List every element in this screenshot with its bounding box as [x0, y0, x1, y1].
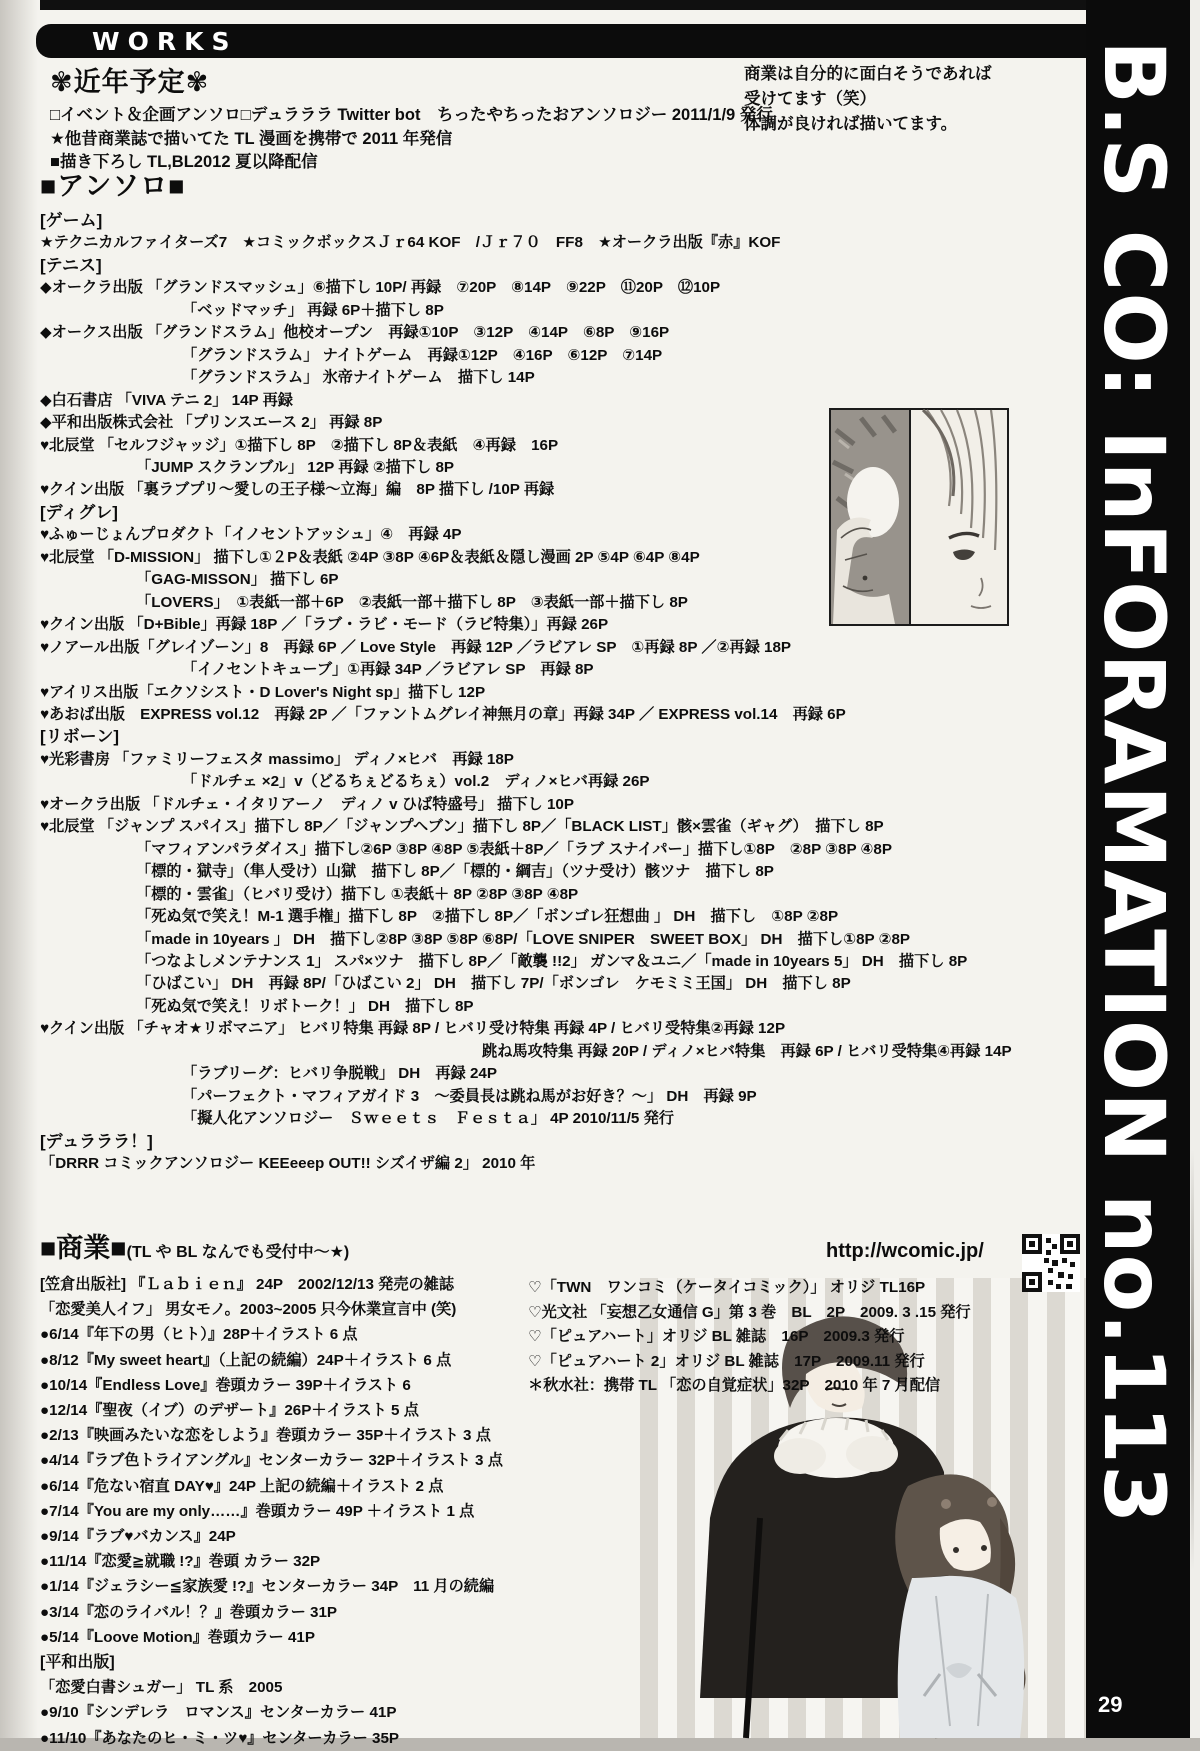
qr-code — [1022, 1234, 1080, 1292]
website-url: http://wcomic.jp/ — [826, 1240, 984, 1262]
list-line: ●10/14『Endless Love』巻頭カラー 39P＋イラスト 6 — [40, 1376, 411, 1394]
list-line: [平和出版] — [40, 1654, 115, 1672]
list-line: ♥アイリス出版「エクソシスト・D Lover's Night sp」描下し 12P — [40, 683, 486, 701]
commercial-left-column — [40, 1272, 545, 1751]
list-line: ◆オークス出版 「グランドスラム」他校オープン 再録①10P ③12P ④14P ⑥8P ⑨16P — [40, 324, 670, 342]
list-line: ●11/10『あなたのヒ・ミ・ツ♥』センターカラー 35P — [40, 1729, 400, 1747]
list-line: 「DRRR コミックアンソロジー KEEeeep OUT!! シズイザ編 2」 2010 年 — [40, 1155, 536, 1173]
list-line: ●6/14『年下の男（ヒト）』28P＋イラスト 6 点 — [40, 1326, 358, 1344]
list-line: ●8/12『My sweet heart』（上記の続編）24P＋イラスト 6 点 — [40, 1351, 452, 1369]
list-line: ●9/14『ラブ♥バカンス』24P — [40, 1528, 236, 1546]
list-line: ●2/13『映画みたいな恋をしよう』巻頭カラー 35P＋イラスト 3 点 — [40, 1427, 491, 1445]
list-line: ◆オークラ出版 「グランドスマッシュ」⑥描下し 10P/ 再録 ⑦20P ⑧14P ⑨22P ⑪20P ⑫10P — [40, 279, 721, 297]
list-line: ●5/14『Loove Motion』巻頭カラー 41P — [40, 1628, 315, 1646]
list-line: 「標的・雲雀」（ヒバリ受け）描下し ①表紙＋ 8P ②8P ③8P ④8P — [136, 885, 579, 903]
list-line: 「死ぬ気で笑え！M-1 選手権」描下し 8P ②描下し 8P／「ボンゴレ狂想曲 」 DH 描下し ①8P ②8P — [136, 908, 839, 926]
list-line: ♡「ピュアハート 2」オリジ BL 雑誌 17P 2009.11 発行 — [528, 1352, 925, 1370]
side-title-text: B.S CO: InFORAMATION no.113 — [1085, 40, 1183, 1525]
list-line: ●1/14『ジェラシー≦家族愛 !?』センターカラー 34P 11 月の続編 — [40, 1578, 495, 1596]
list-line: 「GAG-MISSON」 描下し 6P — [136, 571, 339, 589]
list-line: ♥ふゅーじょんプロダクト「イノセントアッシュ」④ 再録 4P — [40, 526, 462, 544]
list-line: ♥北辰堂 「セルフジャッジ」①描下し 8P ②描下し 8P＆表紙 ④再録 16P — [40, 436, 559, 454]
list-line: 「パーフェクト・マフィアガイド 3 ～委員長は跳ね馬がお好き？～」 DH 再録 9P — [182, 1087, 757, 1105]
list-line: 「ベッドマッチ」 再録 6P＋描下し 8P — [182, 301, 444, 319]
anthology-lines — [40, 210, 1020, 1175]
list-line: 「ドルチェ ×2」v（どるちぇどるちぇ）vol.2 ディノ×ヒバ再録 26P — [182, 773, 650, 791]
list-line: 「死ぬ気で笑え！リボトーク！」 DH 描下し 8P — [136, 997, 474, 1015]
list-line: ●4/14『ラブ色トライアングル』センターカラー 32P＋イラスト 3 点 — [40, 1452, 503, 1470]
list-line: 「つなよしメンテナンス 1」 スパ×ツナ 描下し 8P／「敵襲 !!2」 ガンマ＆ユニ／「made in 10years 5」 DH 描下し 8P — [136, 952, 968, 970]
list-line: ★他昔商業誌で描いてた TL 漫画を携帯で 2011 年発信 — [50, 129, 453, 148]
list-line: ♥光彩書房 「ファミリーフェスタ massimo」 ディノ×ヒバ 再録 18P — [40, 750, 514, 768]
list-line: 「made in 10years 」 DH 描下し②8P ③8P ⑤8P ⑥8P/「LOVE SNIPER SWEET BOX」 DH 描下し①8P ②8P — [136, 930, 911, 948]
list-line: [ゲーム] — [40, 211, 103, 230]
list-line: 「恋愛美人イフ」 男女モノ。2003~2005 只今休業宣言中 (笑) — [40, 1301, 457, 1319]
anthology-title: ■アンソロ■ — [40, 171, 186, 201]
list-line: ♥北辰堂 「ジャンプ スパイス」描下し 8P／「ジャンプヘブン」描下し 8P／「BLACK LIST」骸×雲雀（ギャグ） 描下し 8P — [40, 818, 884, 836]
works-header-bar — [36, 24, 1088, 58]
list-line: 「JUMP スクランブル」 12P 再録 ②描下し 8P — [136, 458, 455, 476]
list-line: ♥クイン出版 「チャオ★リボマニア」 ヒバリ特集 再録 8P / ヒバリ受け特集 再録 4P / ヒバリ受特集②再録 12P — [40, 1020, 786, 1038]
page-curl-shadow — [1191, 1150, 1194, 1570]
list-line: ●3/14『恋のライバル！？』巻頭カラー 31P — [40, 1603, 338, 1621]
list-line: [笠倉出版社] 『Ｌａｂｉｅｎ』 24P 2002/12/13 発売の雑誌 — [40, 1276, 455, 1293]
commercial-section-header — [40, 1226, 349, 1265]
list-line: ♡「ピュアハート」オリジ BL 雑誌 16P 2009.3 発行 — [528, 1328, 905, 1346]
page-number: 29 — [1098, 1692, 1123, 1717]
note-line: 商業は自分的に面白そうであれば — [744, 65, 992, 83]
list-line: 「マフィアンパラダイス」描下し②6P ③8P ④8P ⑤表紙＋8P／「ラブ スナイパー」描下し①8P ②8P ③8P ④8P — [136, 840, 892, 858]
list-line: [リボーン] — [40, 727, 119, 747]
list-line: [ディグレ] — [40, 502, 118, 522]
list-line: □イベント＆企画アンソロ□デュラララ Twitter bot ちったやちったおアンソロジー 2011/1/9 発行 — [50, 106, 773, 124]
manga-illustration-top — [829, 408, 1009, 626]
list-line: ♡「TWN ワンコミ（ケータイコミック）」 オリジ TL16P — [528, 1279, 926, 1296]
page-top-edge — [40, 0, 1190, 10]
list-line: ★テクニカルファイターズ7 ★コミックボックスＪｒ64 KOF /Ｊｒ７０ FF8 ★オークラ出版『赤』KOF — [40, 234, 781, 252]
list-line: ■描き下ろし TL,BL2012 夏以降配信 — [50, 153, 318, 171]
list-line: ◆白石書店 「VIVA テニ 2」 14P 再録 — [40, 391, 293, 409]
list-line: ＊秋水社：携帯 TL 「恋の自覚症状」32P 2010 年 7 月配信 — [528, 1377, 941, 1395]
commercial-title: ■商業■ — [40, 1233, 127, 1263]
list-line: [デュラララ！] — [40, 1131, 153, 1151]
anthology-section — [40, 164, 1020, 1175]
list-line: 「イノセントキューブ」①再録 34P ／ラビアレ SP 再録 8P — [182, 661, 594, 679]
note-line: 受けてます（笑） — [744, 90, 876, 108]
list-line: 跳ね馬攻特集 再録 20P / ディノ×ヒバ特集 再録 6P / ヒバリ受特集④再録 14P — [482, 1042, 1012, 1060]
list-line: ●11/14『恋愛≧就職 !?』巻頭 カラー 32P — [40, 1553, 321, 1571]
recent-plans-title: ✾近年予定✾ — [50, 67, 210, 97]
manga-panel-art — [831, 410, 1007, 624]
qr-code-art — [1022, 1234, 1080, 1292]
list-line: 「グランドスラム」 ナイトゲーム 再録①12P ④16P ⑥12P ⑦14P — [182, 346, 663, 364]
list-line: ♥北辰堂 「D-MISSION」 描下し①２P＆表紙 ②4P ③8P ④6P＆表紙＆隠し漫画 2P ⑤4P ⑥4P ⑧4P — [40, 548, 700, 566]
list-line: ♡光文社 「妄想乙女通信 G」第 3 巻 BL 2P 2009. 3 .15 発行 — [528, 1303, 971, 1321]
works-title: WORKS — [92, 26, 238, 56]
list-line: 「擬人化アンソロジー Ｓｗｅｅｔｓ Ｆｅｓｔａ」 4P 2010/11/5 発行 — [182, 1110, 674, 1128]
list-line: ♥ノアール出版「グレイゾーン」8 再録 6P ／ Love Style 再録 12P ／ラビアレ SP ①再録 8P ／②再録 18P — [40, 638, 792, 656]
page-left-edge — [0, 0, 38, 1738]
list-line: ●9/10『シンデレラ ロマンス』センターカラー 41P — [40, 1704, 397, 1722]
list-line: ●6/14『危ない宿直 DAY♥』24P 上記の続編＋イラスト 2 点 — [40, 1477, 444, 1495]
list-line: ●12/14『聖夜（イブ）のデザート』26P＋イラスト 5 点 — [40, 1402, 419, 1420]
list-line: 「ラブリーグ：ヒバリ争脱戦」 DH 再録 24P — [182, 1065, 497, 1083]
side-title-bar — [1086, 0, 1190, 1738]
list-line: ♥クイン出版 「裏ラブプリ～愛しの王子様～立海」編 8P 描下し /10P 再録 — [40, 481, 555, 499]
commercial-subtitle: (TL や BL なんでも受付中～★) — [126, 1244, 350, 1261]
list-line: 「恋愛白書シュガー」 TL 系 2005 — [40, 1679, 283, 1697]
list-line: [テニス] — [40, 255, 102, 275]
commercial-note — [744, 62, 1084, 137]
list-line: 「ひばこい」 DH 再録 8P/「ひばこい 2」 DH 描下し 7P/「ボンゴレ ケモミミ王国」 DH 描下し 8P — [136, 975, 851, 993]
list-line: 「標的・獄寺」（隼人受け）山獄 描下し 8P／「標的・綱吉」（ツナ受け）骸ツナ 描下し 8P — [136, 863, 774, 881]
list-line: 「グランドスラム」 氷帝ナイトゲーム 描下し 14P — [182, 369, 535, 387]
list-line: ♥オークラ出版 「ドルチェ・イタリアーノ ディノ v ひば特盛号」 描下し 10P — [40, 795, 574, 813]
list-line: 「LOVERS」 ①表紙一部＋6P ②表紙一部＋描下し 8P ③表紙一部＋描下し 8P — [136, 593, 688, 611]
recent-plans-section — [50, 60, 773, 175]
list-line: ●7/14『You are my only……』巻頭カラー 49P ＋イラスト 1 点 — [40, 1502, 475, 1520]
note-line: 体調が良ければ描いてます。 — [744, 115, 958, 133]
list-line: ♥クイン出版 「D+Bible」再録 18P ／「ラブ・ラビ・モード（ラビ特集）」再録 26P — [40, 616, 609, 634]
commercial-right-column — [528, 1276, 1023, 1399]
list-line: ◆平和出版株式会社 「プリンスエース 2」 再録 8P — [40, 414, 383, 432]
list-line: ♥あおば出版 EXPRESS vol.12 再録 2P ／「ファントムグレイ神無月の章」再録 34P ／ EXPRESS vol.14 再録 6P — [40, 705, 846, 723]
